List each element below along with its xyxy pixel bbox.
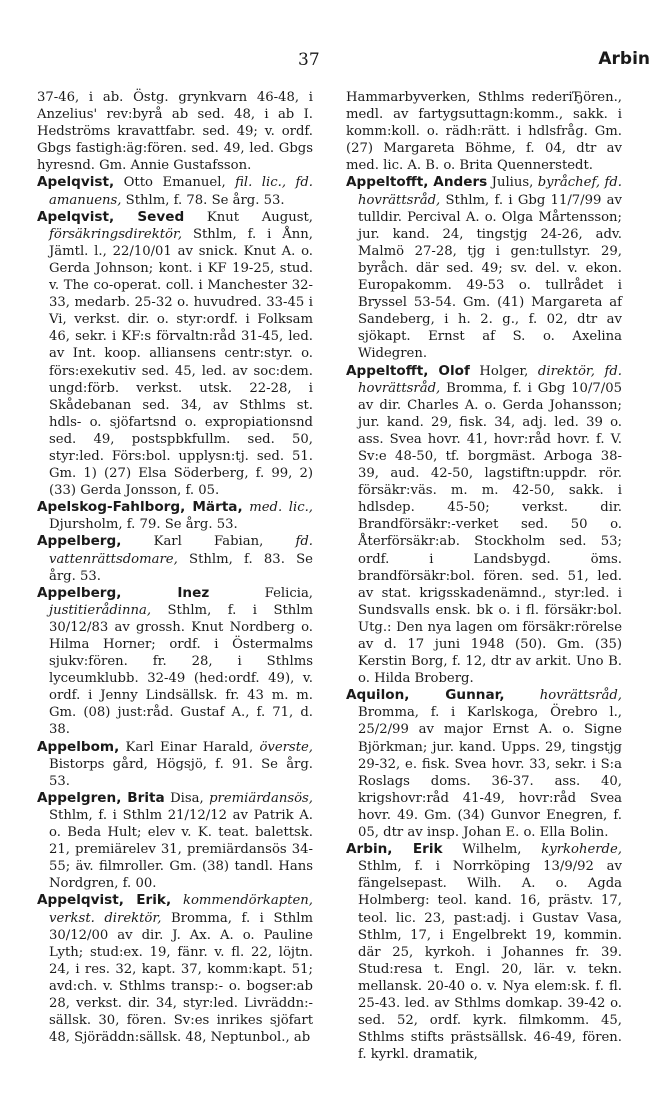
entry-text: Sthlm, f. i Ånn, Jämtl. l., 22/10/01 av snick. Knut A. o. Gerda Johnson; kont. i KF 19-25, stud. v. The co-operat. coll. i Manchester 32-33, medarb. 25-32 o. huvudred. 33-45 i Vi, verkst. dir. o. styr:ordf. i Folksam 46, sekr. i KF:s förvaltn:råd 31-45, led. av Int. koop. alliansens centr:styr. o. förs:exekutiv sed. 45, led. av soc:dem. ungd:förb. verkst. utsk. 22-28, i Skådebanan sed. 34, av Sthlms st. hdls- o. sjöfartsnd o. expropiationsnd sed. 49, postspbkfullm. sed. 50, styr:led. Förs:bol. upplysn:tj. sed. 51. Gm. 1) (27) Elsa Söderberg, f. 99, 2) (33) Gerda Jonsson, f. 05. bbox=[49, 226, 313, 499]
entry-headword: Apelqvist, bbox=[37, 174, 115, 191]
entry-text: Sthlm, f. 83. Se årg. 53. bbox=[49, 551, 313, 584]
entry-text: Sthlm, f. i Sthlm 21/12/12 av Patrik A. o. Beda Hult; elev v. K. teat. balettsk. 21, premiärelev 31, premiärdansös 34-55; äv. filmroller. Gm. (38) tandl. Hans Nordgren, f. 00. bbox=[49, 807, 313, 892]
biography-entry bbox=[346, 174, 622, 362]
entry-given-names: Knut August, bbox=[184, 209, 313, 225]
biography-entry bbox=[37, 892, 313, 1046]
entry-headword: Appeltofft, Olof bbox=[346, 362, 470, 379]
entry-headword: Aquilon, Gunnar, bbox=[346, 687, 505, 704]
entry-title: kyrkoherde, bbox=[541, 842, 622, 858]
entry-title: med. lic., bbox=[249, 500, 313, 516]
biography-entry bbox=[37, 499, 313, 533]
entry-given-names: Karl Fabian, bbox=[121, 534, 296, 550]
entry-title: fil. lic., fd. amanuens, bbox=[49, 175, 314, 208]
entry-text: Sthlm, f. i Gbg 11/7/99 av tulldir. Percival A. o. Olga Mårtensson; jur. kand. 24, tingstjg 24-26, adv. Malmö 27-28, tjg i gen:tullstyr. 29, byråch. där sed. 49; sv. del. v. ekon. Europakomm. 49-53 o. tullrådet i Bryssel 53-54. Gm. (41) Margareta af Sandeberg, i h. 2. g., f. 02, dtr av sjökapt. Ernst af S. o. Axelina Widegren. bbox=[358, 192, 622, 362]
entry-given-names: Disa, bbox=[164, 790, 210, 806]
entry-text: Bromma, f. i Gbg 10/7/05 av dir. Charles A. o. Gerda Johansson; jur. kand. 29, fisk. 34, adj. led. 39 o. ass. Svea hovr. 41, hovr:råd hovr. f. V. Sv:e 48-50, tf. borgmäst. Arboga 38-39, aud. 42-50, lagstiftn:uppdr. rör. försäkr:väs. m. m. 42-50, sakk. i hdlsdep. 45-50; verkst. dir. Brandförsäkr:-verket sed. 50 o. Återförsäkr:ab. Stockholm sed. 53; ordf. i Landsbygd. öms. brandförsäkr:bol. fören. sed. 51, led. av stat. krigsskadenämnd., styr:led. i Sundsvalls ensk. bk o. i fl. försäkr:bol. Utg.: Den nya lagen om försäkr:rörelse av d. 17 juni 1948 (50). Gm. (35) Kerstin Borg, f. 12, dtr av arkit. Uno B. o. Hilda Broberg. bbox=[358, 380, 622, 687]
biography-entry bbox=[346, 841, 622, 1063]
entry-given-names: Karl Einar Harald, bbox=[119, 739, 260, 755]
entry-headword: Appelbom, bbox=[37, 738, 120, 755]
entry-title: hovrättsråd, bbox=[539, 688, 622, 704]
entry-given-names: Julius, bbox=[487, 175, 538, 191]
entry-given-names: Otto Emanuel, bbox=[114, 175, 236, 191]
entry-headword: Appelberg, Inez bbox=[37, 584, 210, 601]
entry-title: överste, bbox=[259, 739, 313, 755]
entry-given-names: Felicia, bbox=[209, 585, 313, 601]
biography-entry bbox=[37, 790, 313, 893]
entry-given-names bbox=[504, 688, 539, 703]
entry-title: premiärdansös, bbox=[209, 790, 313, 806]
entry-continuation bbox=[346, 89, 622, 174]
left-column bbox=[37, 89, 313, 1046]
entry-text: Sthlm, f. i Norrköping 13/9/92 av fängelsepast. Wilh. A. o. Agda Holmberg: teol. kand. 16, prästv. 17, teol. lic. 23, past:adj. i Gustav Vasa, Sthlm, 17, i Engelbrekt 19, kommin. där 25, kyrkoh. i Johannes fr. 39. Stud:resa t. Engl. 20, lär. v. tekn. mellansk. 20-40 o. v. Nya elem:sk. f. fl. 25-43. led. av Sthlms domkap. 39-42 o. sed. 52, ordf. kyrk. filmkomm. 45, Sthlms stifts prästsällsk. 46-49, fören. f. kyrkl. dramatik, bbox=[358, 859, 622, 1063]
entry-title: fd. vattenrättsdomare, bbox=[49, 534, 313, 567]
biography-entry bbox=[37, 739, 313, 790]
entry-given-names: Wilhelm, bbox=[442, 842, 542, 858]
biography-entry bbox=[37, 174, 313, 208]
entry-text: Bistorps gård, Högsjö, f. 91. Se årg. 53. bbox=[49, 756, 313, 789]
entry-title: försäkringsdirektör, bbox=[49, 226, 183, 242]
entry-title: direktör, fd. hovrättsråd, bbox=[358, 363, 622, 396]
entry-text: Djursholm, f. 79. Se årg. 53. bbox=[49, 517, 238, 533]
entry-headword: Apelskog-Fahlborg, Märta, bbox=[37, 499, 243, 516]
entry-given-names: Holger, bbox=[469, 363, 538, 379]
entry-text: 37-46, i ab. Östg. grynkvarn 46-48, i Anzelius' rev:byrå ab sed. 48, i ab I. Hedströms kravattfabr. sed. 49; v. ordf. Gbgs fastigh:äg:fören. sed. 49, led. Gbgs hyresnd. Gm. Annie Gustafsson. bbox=[37, 90, 313, 174]
entry-headword: Appelgren, Brita bbox=[37, 789, 165, 806]
entry-continuation bbox=[37, 89, 313, 174]
biography-entry bbox=[37, 585, 313, 739]
entry-headword: Arbin, Erik bbox=[346, 841, 443, 858]
entry-headword: Appelqvist, Erik, bbox=[37, 892, 172, 909]
biography-entry bbox=[346, 363, 622, 688]
entry-headword: Appelberg, bbox=[37, 533, 122, 550]
entry-title: kommendörkapten, verkst. direktör, bbox=[49, 893, 313, 926]
entry-title: justitierådinna, bbox=[49, 602, 152, 618]
right-column bbox=[346, 89, 622, 1063]
biography-entry bbox=[37, 533, 313, 584]
entry-text: Sthlm, f. 78. Se årg. 53. bbox=[121, 192, 285, 208]
biography-entry bbox=[346, 687, 622, 841]
entry-text: Bromma, f. i Karlskoga, Örebro l., 25/2/99 av major Ernst A. o. Signe Björkman; jur. kand. Upps. 29, tingstjg 29-32, e. fisk. Svea hovr. 33, sekr. i S:a Roslags doms. 36-37. ass. 40, krigshovr:råd 41-49, hovr:råd Svea hovr. 49. Gm. (34) Gunvor Enegren, f. 05, dtr av insp. Johan E. o. Ella Bolin. bbox=[358, 705, 622, 841]
entry-title: byråchef, fd. hovrättsråd, bbox=[358, 175, 622, 208]
biography-entry bbox=[37, 209, 313, 500]
entry-text: Bromma, f. i Sthlm 30/12/00 av dir. J. Ax. A. o. Pauline Lyth; stud:ex. 19, fänr. v. fl. 22, löjtn. 24, i res. 32, kapt. 37, komm:kapt. 51; avd:ch. v. Sthlms transp:- o. bogser:ab 28, verkst. dir. 34, styr:led. Livräddn:-sällsk. 30, fören. Sv:es inrikes sjöfart 48, Sjöräddn:sällsk. 48, Neptunbol., ab bbox=[49, 910, 314, 1046]
page-number: 37 bbox=[298, 50, 320, 70]
entry-text: Sthlm, f. i Sthlm 30/12/83 av grossh. Knut Nordberg o. Hilma Horner; ordf. i Östermalms sjukv:fören. fr. 28, i Sthlms lyceumklubb. 32-49 (hed:ordf. 49), v. ordf. i Jenny Lindsällsk. fr. 43 m. m. Gm. (08) just:råd. Gustaf A., f. 71, d. 38. bbox=[49, 602, 313, 738]
entry-text: Hammarbyverken, Sthlms rederiЂören., medl. av fartygsuttagn:komm., sakk. i komm:koll. o. rädh:rätt. i hdlsfråg. Gm. (27) Margareta Böhme, f. 04, dtr av med. lic. A. B. o. Brita Quennerstedt. bbox=[346, 90, 622, 174]
running-head: Arbin bbox=[598, 49, 650, 69]
entry-given-names bbox=[171, 893, 183, 908]
entry-headword: Appeltofft, Anders bbox=[346, 174, 488, 191]
entry-headword: Apelqvist, Seved bbox=[37, 208, 185, 225]
